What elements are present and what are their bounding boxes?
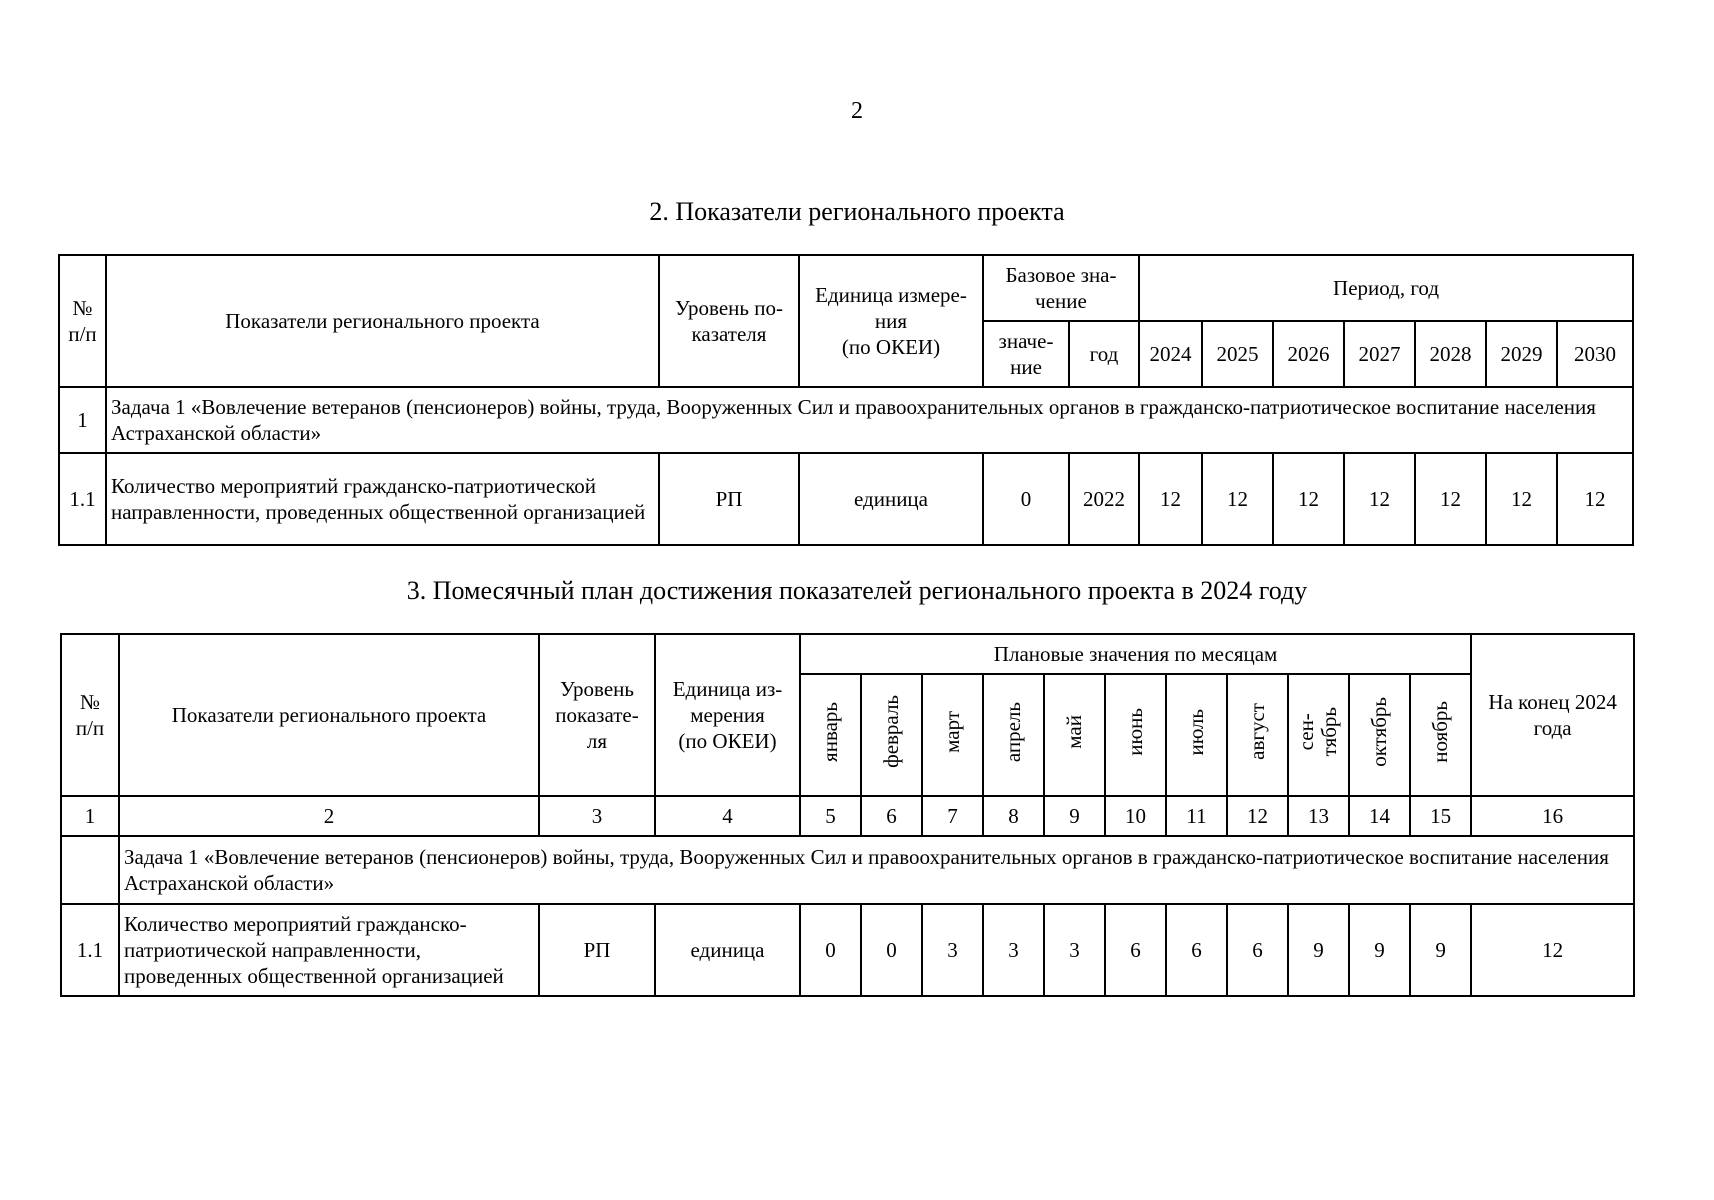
header-num: № п/п <box>61 634 119 796</box>
month-header <box>861 674 922 796</box>
row-month-value: 9 <box>1410 904 1471 996</box>
header-unit: Единица из- мерения (по ОКЕИ) <box>655 634 800 796</box>
column-number: 11 <box>1166 796 1227 836</box>
header-period: Период, год <box>1139 255 1633 321</box>
column-number: 9 <box>1044 796 1105 836</box>
row-num: 1.1 <box>59 453 106 545</box>
row-name: Количество мероприятий гражданско-патриотической направленности, проведенных общественной организацией <box>106 453 659 545</box>
row-month-value: 3 <box>983 904 1044 996</box>
row-num: 1.1 <box>61 904 119 996</box>
header-year: 2029 <box>1486 321 1557 387</box>
column-number: 13 <box>1288 796 1349 836</box>
header-level: Уровень показате- ля <box>539 634 655 796</box>
column-number: 2 <box>119 796 539 836</box>
month-header <box>922 674 983 796</box>
month-header <box>983 674 1044 796</box>
month-header <box>1166 674 1227 796</box>
month-label: январь <box>817 701 842 762</box>
column-number: 3 <box>539 796 655 836</box>
monthly-plan-table <box>60 633 1635 997</box>
row-unit: единица <box>799 453 983 545</box>
row-unit: единица <box>655 904 800 996</box>
header-year: 2030 <box>1557 321 1633 387</box>
row-level: РП <box>539 904 655 996</box>
month-label: февраль <box>878 695 903 769</box>
header-year: 2027 <box>1344 321 1415 387</box>
task-text: Задача 1 «Вовлечение ветеранов (пенсионеров) войны, труда, Вооруженных Сил и правоохранительных органов в гражданско-патриотическое воспитание населения Астраханской области» <box>119 836 1634 904</box>
header-base-value: значе- ние <box>983 321 1069 387</box>
task-num: 1 <box>59 387 106 453</box>
column-number: 4 <box>655 796 800 836</box>
header-year: 2028 <box>1415 321 1486 387</box>
row-month-value: 6 <box>1105 904 1166 996</box>
row-year-value: 12 <box>1486 453 1557 545</box>
row-month-value: 6 <box>1227 904 1288 996</box>
month-label: сен- тябрь <box>1294 707 1342 757</box>
month-label: май <box>1061 715 1086 749</box>
month-header <box>1349 674 1410 796</box>
header-base: Базовое зна- чение <box>983 255 1139 321</box>
header-planned: Плановые значения по месяцам <box>800 634 1471 674</box>
header-year: 2024 <box>1139 321 1202 387</box>
row-base-value: 0 <box>983 453 1069 545</box>
month-label: март <box>939 710 964 753</box>
task-num-empty <box>61 836 119 904</box>
row-year-value: 12 <box>1273 453 1344 545</box>
section-2-title: 2. Показатели регионального проекта <box>649 197 1065 226</box>
row-month-value: 0 <box>800 904 861 996</box>
row-month-value: 0 <box>861 904 922 996</box>
column-number: 10 <box>1105 796 1166 836</box>
month-header <box>800 674 861 796</box>
month-label: июль <box>1183 708 1208 756</box>
header-num: № п/п <box>59 255 106 387</box>
month-label: ноябрь <box>1428 700 1453 763</box>
month-header <box>1044 674 1105 796</box>
row-level: РП <box>659 453 799 545</box>
header-indicators: Показатели регионального проекта <box>106 255 659 387</box>
indicators-table <box>58 254 1634 546</box>
month-header <box>1410 674 1471 796</box>
row-base-year: 2022 <box>1069 453 1139 545</box>
column-number: 6 <box>861 796 922 836</box>
row-year-value: 12 <box>1344 453 1415 545</box>
month-label: июнь <box>1122 708 1147 756</box>
row-month-value: 3 <box>922 904 983 996</box>
column-number: 12 <box>1227 796 1288 836</box>
column-number: 1 <box>61 796 119 836</box>
header-base-year: год <box>1069 321 1139 387</box>
task-text: Задача 1 «Вовлечение ветеранов (пенсионеров) войны, труда, Вооруженных Сил и правоохранительных органов в гражданско-патриотическое воспитание населения Астраханской области» <box>106 387 1633 453</box>
section-3-title: 3. Помесячный план достижения показателей регионального проекта в 2024 году <box>406 576 1308 605</box>
month-label: апрель <box>1000 701 1025 762</box>
row-month-value: 6 <box>1166 904 1227 996</box>
column-number: 14 <box>1349 796 1410 836</box>
header-unit: Единица измере- ния (по ОКЕИ) <box>799 255 983 387</box>
header-year: 2025 <box>1202 321 1273 387</box>
row-month-value: 9 <box>1349 904 1410 996</box>
month-label: октябрь <box>1366 697 1391 767</box>
row-year-value: 12 <box>1415 453 1486 545</box>
column-number: 8 <box>983 796 1044 836</box>
column-number: 16 <box>1471 796 1634 836</box>
month-header <box>1288 674 1349 796</box>
page-number: 2 <box>851 98 863 124</box>
column-number: 5 <box>800 796 861 836</box>
month-header <box>1227 674 1288 796</box>
month-header <box>1105 674 1166 796</box>
header-indicators: Показатели регионального проекта <box>119 634 539 796</box>
row-name: Количество мероприятий гражданско-патриотической направленности, проведенных общественной организацией <box>119 904 539 996</box>
header-end-of-year: На конец 2024 года <box>1471 634 1634 796</box>
row-year-value: 12 <box>1202 453 1273 545</box>
row-month-value: 9 <box>1288 904 1349 996</box>
column-number: 15 <box>1410 796 1471 836</box>
column-number: 7 <box>922 796 983 836</box>
row-year-value: 12 <box>1139 453 1202 545</box>
row-end-of-year: 12 <box>1471 904 1634 996</box>
row-month-value: 3 <box>1044 904 1105 996</box>
header-year: 2026 <box>1273 321 1344 387</box>
month-label: август <box>1244 703 1269 761</box>
header-level: Уровень по- казателя <box>659 255 799 387</box>
row-year-value: 12 <box>1557 453 1633 545</box>
